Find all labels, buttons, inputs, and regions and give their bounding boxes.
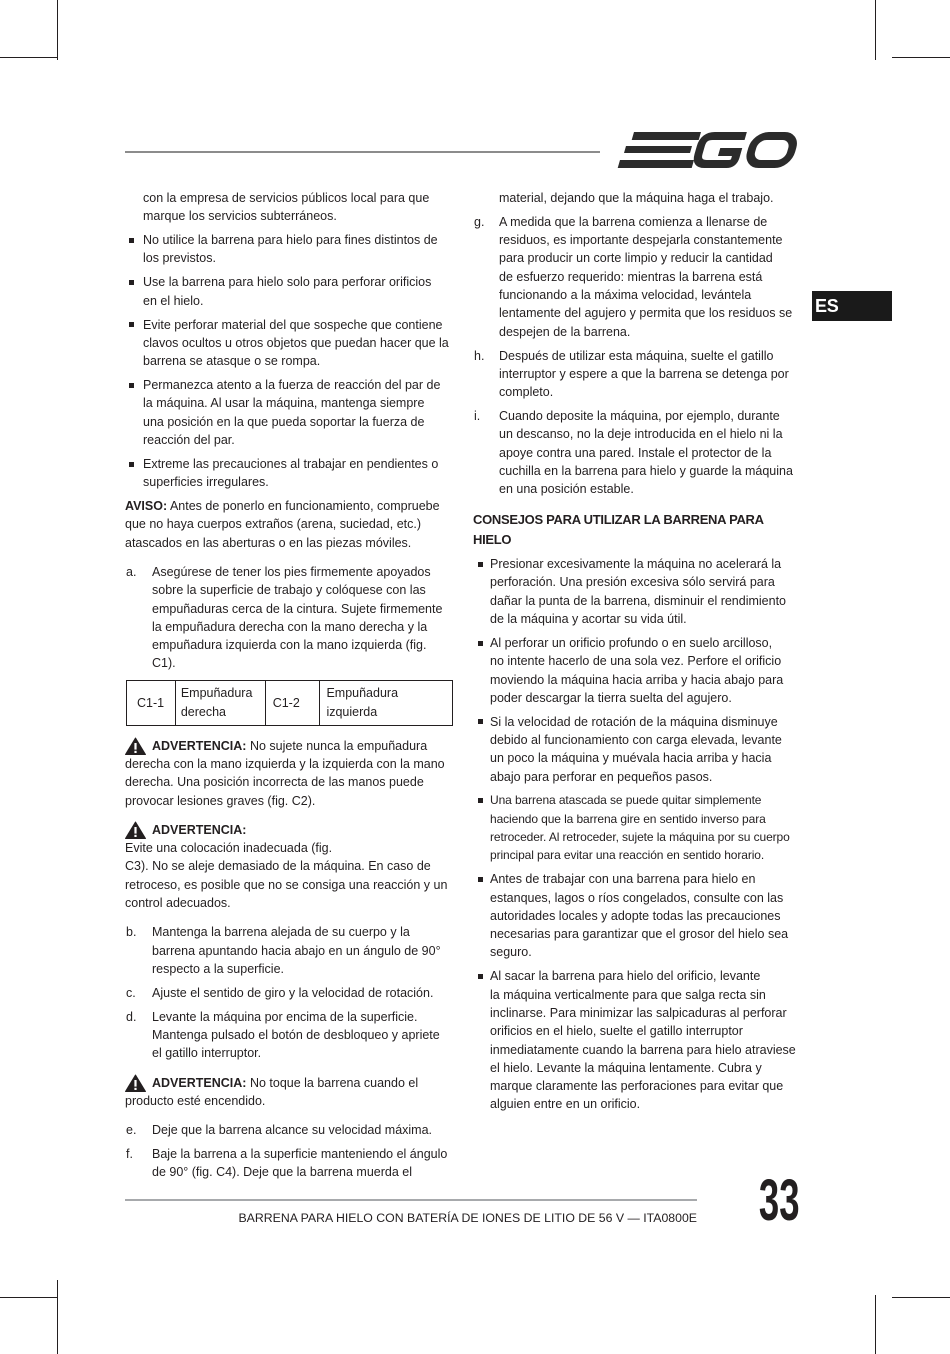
step-d <box>125 1008 455 1063</box>
list-item-text: Una barrena atascada se puede quitar simplemente haciendo que la barrena gire en sentido inverso para retroceder. Al retroceder, sujete la máquina por su cuerpo principal para evitar una reacción en sentido horario. <box>490 793 790 863</box>
step-text: Después de utilizar esta máquina, suelte el gatillo interruptor y espere a que la barrena se detenga por completo. <box>499 348 789 400</box>
right-column <box>473 189 803 1114</box>
list-item-text: Al sacar la barrena para hielo del orificio, levante la máquina verticalmente para que salga recta sin inclinarse. Para minimizar las salpicaduras al perforar orificios en el hielo, suelte el gatillo interruptor inmediatamente cuando la barrena para hielo atraviese el hielo. Levante la máquina lentamente. Cubra y marque claramente las perforaciones para evitar que alguien entre en un orificio. <box>490 969 796 1112</box>
step-g <box>473 213 803 341</box>
step-letter: i. <box>474 409 481 424</box>
list-item-text: Extreme las precauciones al trabajar en pendientes o superficies irregulares. <box>143 456 439 490</box>
part-label: Empuñadura derecha <box>180 686 253 719</box>
bullet-marker <box>129 383 134 388</box>
warning-text: Evite una colocación inadecuada (fig. C3). No se aleje demasiado de la máquina. En caso de retroceso, es posible que no se consiga una reacción y un control adecuados. <box>125 841 448 911</box>
list-item <box>473 791 803 864</box>
part-code: C1-2 <box>272 695 300 710</box>
warning-1 <box>125 737 455 810</box>
step-letter: h. <box>474 348 485 363</box>
warning-icon <box>125 1074 146 1092</box>
footer-rule <box>125 1199 697 1201</box>
list-item <box>125 455 455 492</box>
list-item <box>125 231 455 268</box>
list-item <box>473 870 803 961</box>
step-letter: d. <box>126 1009 137 1024</box>
list-item-text: Antes de trabajar con una barrena para hielo en estanques, lagos o ríos congelados, consulte con las autoridades locales y adopte todas las precauciones necesarias para garantizar que el grosor del hielo sea seguro. <box>490 872 789 960</box>
bullet-marker <box>129 280 134 285</box>
warning-text: No sujete nunca la empuñadura derecha con la mano izquierda y la izquierda con la mano derecha. Una posición incorrecta de las manos puede provocar lesiones graves (fig. C2). <box>125 738 445 808</box>
warning-label: ADVERTENCIA: <box>152 822 247 837</box>
bullet-marker <box>478 974 483 979</box>
notice <box>125 497 455 552</box>
list-item-text: Permanezca atento a la fuerza de reacción del par de la máquina. Al usar la máquina, mantenga siempre una posición en la que pueda soportar la fuerza de reacción del par. <box>143 378 441 447</box>
left-column <box>125 189 455 1182</box>
list-item <box>473 634 803 707</box>
step-e <box>125 1121 455 1139</box>
section-heading: CONSEJOS PARA UTILIZAR LA BARRENA PARA HIELO <box>473 511 764 547</box>
list-item-text: Use la barrena para hielo solo para perforar orificios en el hielo. <box>143 275 432 308</box>
warning-3 <box>125 1074 455 1111</box>
bullet-marker <box>478 562 483 567</box>
table-row <box>127 680 453 725</box>
step-letter: g. <box>474 214 485 229</box>
step-text: Baje la barrena a la superficie manteniendo el ángulo de 90° (fig. C4). Deje que la barrena muerda el <box>152 1147 448 1180</box>
step-text: Cuando deposite la máquina, por ejemplo, durante un descanso, no la deje introducida en el hielo ni la apoye contra una pared. Instale el protector de la cuchilla en la barrena para hielo y guarde la máquina en una posición estable. <box>499 409 793 497</box>
ego-logo <box>614 128 802 174</box>
step-text: Ajuste el sentido de giro y la velocidad de rotación. <box>152 985 434 1000</box>
list-item <box>125 376 455 449</box>
crop-mark-top-left-h <box>0 57 58 58</box>
bullet-marker <box>129 462 134 467</box>
bullet-marker <box>478 641 483 646</box>
warning-2 <box>125 821 455 912</box>
crop-mark-top-right-h <box>892 57 950 58</box>
parts-table <box>126 680 453 726</box>
list-item <box>473 967 803 1113</box>
crop-mark-bottom-right-h <box>892 1297 950 1298</box>
step-c <box>125 984 455 1002</box>
step-f <box>125 1145 455 1182</box>
language-tab-label: ES <box>815 296 839 316</box>
list-item-text: No utilice la barrena para hielo para fines distintos de los previstos. <box>143 233 438 266</box>
table-cell-label <box>175 680 265 725</box>
list-item <box>473 713 803 786</box>
warning-icon <box>125 737 146 755</box>
list-item-text: Evite perforar material del que sospeche que contiene clavos ocultos u otros objetos que puedan hacer que la barrena se atasque o se rompa. <box>143 317 449 369</box>
crop-mark-bottom-right-v <box>875 1295 876 1354</box>
step-letter: f. <box>126 1147 133 1162</box>
crop-mark-top-left-v <box>57 0 58 60</box>
list-item <box>473 555 803 628</box>
crop-mark-bottom-left-h <box>0 1297 58 1298</box>
list-item-text: Presionar excesivamente la máquina no acelerará la perforación. Una presión excesiva sólo servirá para dañar la punta de la barrena, disminuir el rendimiento de la máquina y acortar su vida útil. <box>490 557 787 627</box>
list-item <box>125 316 455 371</box>
step-text: Asegúrese de tener los pies firmemente apoyados sobre la superficie de trabajo y colóquese con las empuñaduras cerca de la cintura. Sujete firmemente la empuñadura derecha con la mano derecha y la empuñadura izquierda con la mano izquierda (fig. C1). <box>152 564 443 671</box>
bullet-marker <box>478 798 483 803</box>
list-item-text: Al perforar un orificio profundo o en suelo arcilloso, no intente hacerlo de una sola vez. Perfore el orificio moviendo la máquina hacia arriba y hacia abajo para poder descargar la tierra suelta del agujero. <box>490 635 784 705</box>
bullet-marker <box>478 877 483 882</box>
bullet-marker <box>129 238 134 243</box>
table-cell-code <box>127 680 176 725</box>
table-cell-code <box>265 680 320 725</box>
crop-mark-top-right-v <box>875 0 876 60</box>
crop-mark-bottom-left-v <box>57 1280 58 1354</box>
bullet-marker <box>478 719 483 724</box>
step-b <box>125 923 455 978</box>
step-letter: e. <box>126 1123 137 1138</box>
list-item <box>125 273 455 310</box>
step-letter: b. <box>126 925 137 940</box>
list-item-text: Si la velocidad de rotación de la máquina disminuye debido al funcionamiento con carga elevada, levante un poco la máquina y muévala hacia arriba y hacia abajo para perforar en pequeños pasos. <box>490 714 782 784</box>
step-text: Deje que la barrena alcance su velocidad máxima. <box>152 1123 433 1138</box>
language-tab <box>812 291 892 321</box>
step-f-continuation: material, dejando que la máquina haga el trabajo. <box>499 191 774 205</box>
part-label: Empuñadura izquierda <box>326 686 399 719</box>
intro-continuation: con la empresa de servicios públicos local para que marque los servicios subterráneos. <box>143 191 430 224</box>
warning-label: ADVERTENCIA: <box>152 738 247 753</box>
step-letter: c. <box>126 985 136 1000</box>
header-rule <box>125 151 600 153</box>
table-cell-label <box>320 680 453 725</box>
step-i <box>473 407 803 498</box>
step-letter: a. <box>126 564 137 579</box>
step-a <box>125 563 455 673</box>
step-text: A medida que la barrena comienza a llenarse de residuos, es importante despejarla constantemente para producir un corte limpio y reducir la cantidad de esfuerzo requerido: mientras la barrena está funcionando a la máxima velocidad, levántela lentamente del agujero y permita que los residuos se despejen de la barrena. <box>499 214 793 339</box>
footer-title: BARRENA PARA HIELO CON BATERÍA DE IONES DE LITIO DE 56 V — ITA0800E <box>238 1211 697 1225</box>
bullet-marker <box>129 322 134 327</box>
notice-text: Antes de ponerlo en funcionamiento, compruebe que no haya cuerpos extraños (arena, suciedad, etc.) atascados en las aberturas o en las piezas móviles. <box>125 499 440 550</box>
step-text: Levante la máquina por encima de la superficie. Mantenga pulsado el botón de desbloqueo y apriete el gatillo interruptor. <box>152 1009 440 1061</box>
warning-label: ADVERTENCIA: <box>152 1075 247 1090</box>
warning-text: No toque la barrena cuando el producto esté encendido. <box>125 1075 419 1108</box>
page-number: 33 <box>759 1168 800 1233</box>
step-text: Mantenga la barrena alejada de su cuerpo y la barrena apuntando hacia abajo en un ángulo de 90° respecto a la superficie. <box>152 925 441 976</box>
notice-label: AVISO: <box>125 499 168 514</box>
warning-icon <box>125 821 146 839</box>
step-h <box>473 347 803 402</box>
part-code: C1-1 <box>137 695 165 710</box>
